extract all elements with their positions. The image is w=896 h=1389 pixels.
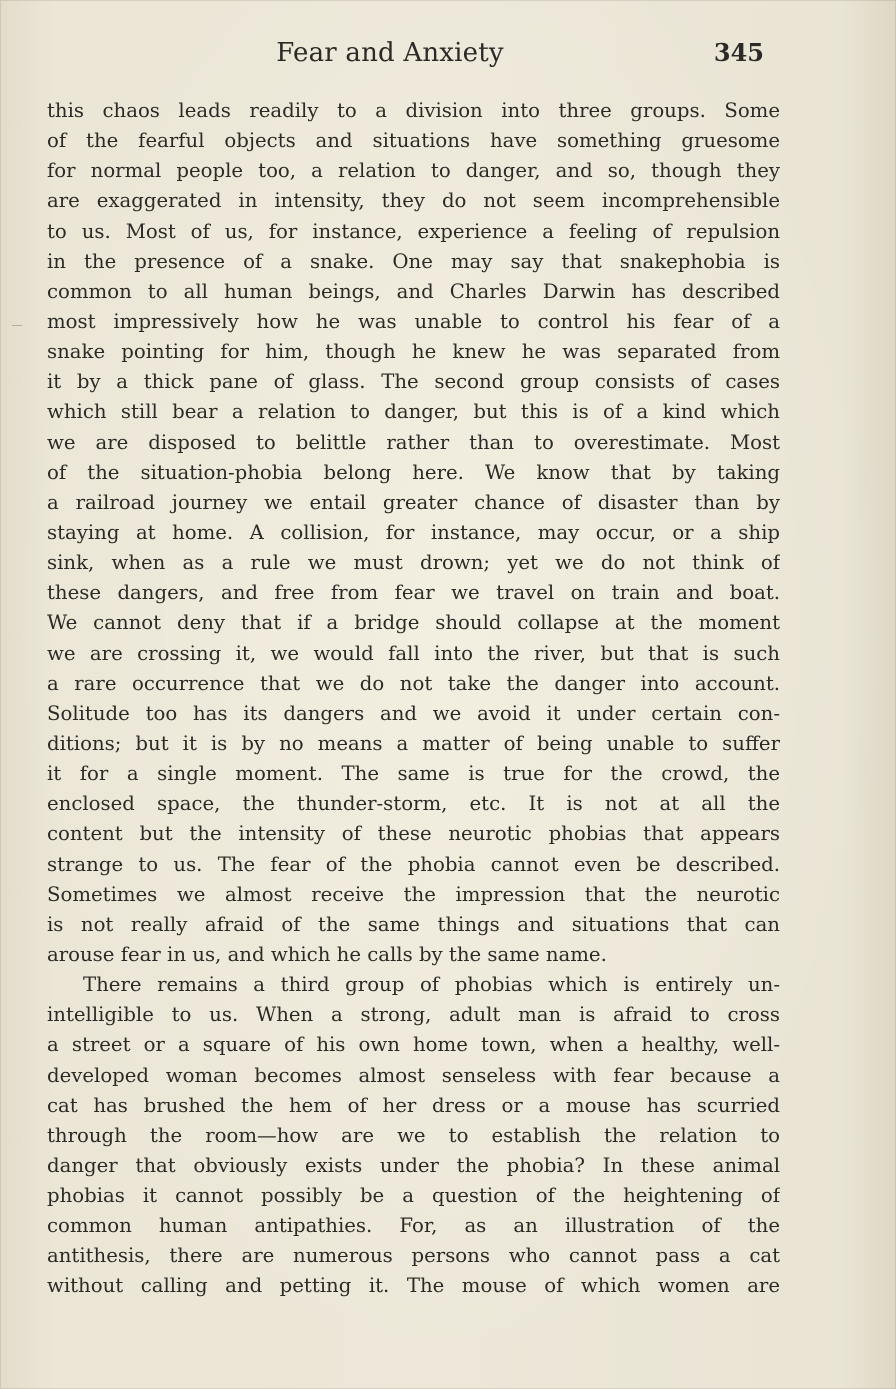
text-line: of the situation-phobia belong here. We know that by taking xyxy=(47,460,780,484)
text-line: are exaggerated in intensity, they do not seem incomprehensible xyxy=(47,189,780,213)
text-line: most impressively how he was unable to control his fear of a xyxy=(47,309,780,333)
text-line: danger that obviously exists under the phobia? In these animal xyxy=(47,1153,780,1177)
text-line: is not really afraid of the same things and situations that can xyxy=(47,912,780,936)
text-line: this chaos leads readily to a division into three groups. Some xyxy=(47,99,780,122)
text-line: strange to us. The fear of the phobia cannot even be described. xyxy=(47,852,780,876)
text-line: these dangers, and free from fear we travel on train and boat. xyxy=(47,581,780,605)
body-text xyxy=(47,96,780,1302)
text-line: developed woman becomes almost senseless with fear because a xyxy=(47,1063,780,1087)
text-line: antithesis, there are numerous persons who cannot pass a cat xyxy=(47,1244,780,1268)
page-edge-mark xyxy=(12,325,22,326)
text-line: staying at home. A collision, for instance, may occur, or a ship xyxy=(47,520,780,544)
text-line: to us. Most of us, for instance, experience a feeling of repulsion xyxy=(47,219,780,243)
text-line: a rare occurrence that we do not take the danger into account. xyxy=(47,671,780,695)
text-line: a railroad journey we entail greater chance of disaster than by xyxy=(47,490,780,514)
page-number: 345 xyxy=(713,38,764,67)
text-line: phobias it cannot possibly be a question of the heightening of xyxy=(47,1184,780,1208)
text-line: cat has brushed the hem of her dress or a mouse has scurried xyxy=(47,1093,780,1117)
text-line: which still bear a relation to danger, but this is of a kind which xyxy=(47,400,780,424)
text-line: a street or a square of his own home town, when a healthy, well- xyxy=(47,1033,780,1057)
text-line: arouse fear in us, and which he calls by the same name. xyxy=(47,942,607,966)
text-line: for normal people too, a relation to danger, and so, though they xyxy=(47,159,780,183)
text-line: we are disposed to belittle rather than to overestimate. Most xyxy=(47,430,780,454)
text-line: of the fearful objects and situations have something gruesome xyxy=(47,129,780,153)
text-line: we are crossing it, we would fall into the river, but that is such xyxy=(47,641,780,665)
text-line: through the room—how are we to establish the relation to xyxy=(47,1123,780,1147)
text-line: it for a single moment. The same is true for the crowd, the xyxy=(47,762,780,786)
text-line: We cannot deny that if a bridge should collapse at the moment xyxy=(47,611,780,635)
text-line: common to all human beings, and Charles Darwin has described xyxy=(47,279,780,303)
text-line: There remains a third group of phobias which is entirely un- xyxy=(83,973,780,997)
text-line: intelligible to us. When a strong, adult man is afraid to cross xyxy=(47,1003,780,1027)
text-line: common human antipathies. For, as an illustration of the xyxy=(47,1214,780,1238)
text-line: Sometimes we almost receive the impression that the neurotic xyxy=(47,882,780,906)
paragraph-2 xyxy=(47,970,780,1302)
text-line: it by a thick pane of glass. The second group consists of cases xyxy=(47,370,780,394)
text-line: Solitude too has its dangers and we avoid it under certain con- xyxy=(47,701,780,725)
paragraph-1 xyxy=(47,96,780,970)
text-line: enclosed space, the thunder-storm, etc. It is not at all the xyxy=(47,792,780,816)
text-line: sink, when as a rule we must drown; yet we do not think of xyxy=(47,551,780,575)
text-line: ditions; but it is by no means a matter of being unable to suffer xyxy=(47,731,780,755)
running-title: Fear and Anxiety xyxy=(276,38,504,68)
text-line: without calling and petting it. The mouse of which women are xyxy=(47,1274,780,1298)
text-line: content but the intensity of these neurotic phobias that appears xyxy=(47,822,780,846)
text-line: in the presence of a snake. One may say that snakephobia is xyxy=(47,249,780,273)
running-head xyxy=(0,38,896,74)
text-line: snake pointing for him, though he knew he was separated from xyxy=(47,340,780,364)
